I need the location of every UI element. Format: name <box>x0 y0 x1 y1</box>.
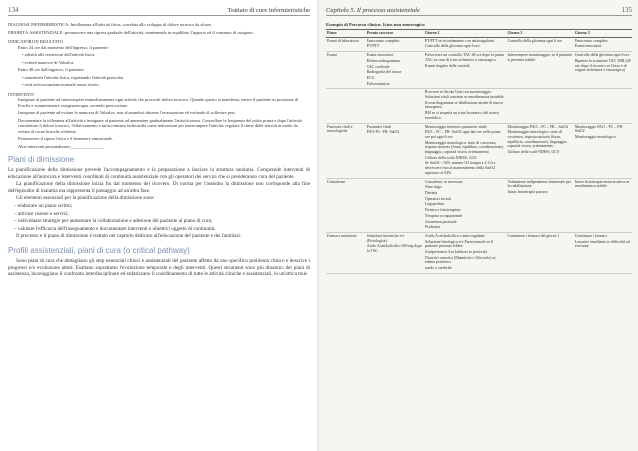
discharge-list-item: – individuare strategie per aumentare la collaborazione e adesione del paziente al piano di cura; <box>14 218 213 225</box>
table-cell: Prescrivere un controllo TAC 48 ore dopo la prima TAC, in caso di ictus ischemico o emorragico Esame doppler delle carotidi <box>424 52 507 89</box>
discharge-paragraph: La pianificazione della dimissione inizia fin dal momento del ricovero. Di norma per l'assistito la dimissione non corrisponde alla fine dell'episodio di malattia ma rappresenta il passaggio ad un'altra fase. <box>8 181 310 194</box>
table-cell: Controllo della glicemia ogni 6 ore <box>507 37 574 51</box>
table-row <box>326 178 632 232</box>
table-cell: Valutazione indipendenza funzionale per la riabilitazione Inizio fisioterapia passiva <box>507 178 574 232</box>
table-cell <box>574 89 632 123</box>
table-header-cell: Giorno 1 <box>424 30 507 38</box>
section-title-discharge: Piani di dimissione <box>8 155 75 164</box>
interventions-title: INTERVENTI <box>8 91 34 97</box>
discharge-list-item: – attivare risorse e servizi; <box>14 210 69 217</box>
discharge-closing: Il processo e il piano di dimissione è trattato nel capitolo dedicato all'educazione del paziente e dei familiari. <box>16 233 242 240</box>
indicator-item: • aderirà alle restrizioni dell'attività fisica <box>22 52 95 57</box>
discharge-list-item: – valutare l'efficacia dell'insegnamento e documentare interventi e obiettivi oggetto di continuità. <box>14 225 216 232</box>
intervention-item: Documentare la tolleranza all'attività e insegnare al paziente ad aumentare gradualmente l'attività stessa. Controllare la frequenza del polso prima e dopo l'attività; considerare il dolore toracico, l'affaticamento o un'accentuata tachicardia come indicazioni per interrompere l'attività; regolare il ritmo delle attività in modo da evitare al cuore brusche richieste. <box>18 117 303 134</box>
right-page <box>320 0 638 451</box>
table-cell: Controllo della glicemia ogni 6 ore Ripetere la scansione TAC /MR (48 ore dopo il ricovero se l'ictus è di origine ischemica o emorragica) <box>574 52 632 89</box>
intervention-item: Promuovere il riposo fisico e il benessere emozionale. <box>18 136 114 141</box>
indicators-b-intro: Entro 48 ore dall'ingresso, il paziente: <box>18 67 85 72</box>
indicator-item: • avrà un'evacuazione normale senza sforzo. <box>22 82 100 87</box>
table-cell: Funzioni vitali e neurologiche <box>326 123 366 178</box>
discharge-list-item: – elaborare un piano scritto; <box>14 202 73 209</box>
table-row <box>326 232 632 273</box>
right-running-title: Capitolo 5. Il processo assistenziale <box>326 7 420 14</box>
table-cell: Monitoraggio intensivo parametri vitali: PAO – FC – FR- SatO2 ogni due ore nelle prime ore poi ogni 6 ore Monitoraggio neurologico: stato di coscienza, risposta motoria (forza, equilibrio, coordinazione), linguaggio, capacità visiva, orientamento Utilizzo della scala NIHSS, GCS Se SatO2 < 92% iniziare O2 terapia a 2-4 lt e decrescere fino al mantenimento della SatO2 superiore al 94% <box>424 123 507 178</box>
table-cell: Consulenze <box>326 178 366 232</box>
indicator-item: • aumenterà l'attività fisica, rispettando l'attività prescritta <box>22 74 124 80</box>
table-cell: Acido Acetilsalicilico o anticoagulanti Soluzione fisiologica e/v Paracetamolo se il paziente presenta febbre Antipertensivi Ace Inibitori se prescritti Diuretici osmotici (Mannitolo o Glicerolo) se edema periferico sonde o cerebrale <box>424 232 507 273</box>
table-body <box>326 37 632 273</box>
table-row <box>326 37 632 51</box>
table-cell: Parametri vitali PAO-FC- FR- SatO2 <box>366 123 424 178</box>
table-cell: PT/PTT se in trattamento con anticoagulanti Controllo della glicemia ogni 6 ore <box>424 37 507 51</box>
table-cell: Ricovero in Stroke Unit con monitoraggio. Soluzioni vitali continue se emodinamica instabile Ecocardiogramma se fibrillazione atriale di nuova insorgenza RM se si sospetta un ictus lacunare o del tronco encefalico <box>424 89 507 123</box>
nursing-diagnosis: DIAGNOSI INFERMIERISTICA: Intolleranza all'attività fisica, correlata allo sviluppo di dolore toracico da sforzo <box>8 22 212 27</box>
care-priority: PRIORITÀ ASSISTENZIALE: promuovere una ripresa graduale dell'attività, mantenendo in equilibrio l'apporto ed il consumo di ossigeno. <box>8 29 254 35</box>
intervention-item: Altri interventi personalizzati:_______________ <box>18 143 104 149</box>
indicators-a-intro: Entro 24 ore dal momento dell'ingresso, il paziente: <box>18 44 109 50</box>
table-cell: Esami di laboratorio <box>326 37 366 51</box>
table-row <box>326 52 632 89</box>
table-cell: Esami emostatici Elettrocardiogramma TAC cerebrale Radiografia del torace ECG Pulsossimetria <box>366 52 424 89</box>
table-cell <box>507 89 574 123</box>
intervention-item: Insegnare al paziente ad evitare la manovra di Valsalva, non sforzandosi durante l'evacuazione ed evitando di sollevare pesi. <box>18 110 236 115</box>
discharge-paragraph: La pianificazione della dimissione prevede l'accompagnamento e la preparazione a lasciare la struttura sanitaria. Comprende interventi di educazione all'autocura e interventi coordinati di continuità assistenziale con gli operatori dei servizi che si prenderanno cura del paziente. <box>8 167 310 180</box>
left-page-number: 134 <box>8 6 19 14</box>
table-header-cell: Giorno 3 <box>574 30 632 38</box>
table-cell <box>366 89 424 123</box>
table-row <box>326 89 632 123</box>
table-cell: Inizio fisioterapia motoria attiva se emodinamica stabile <box>574 178 632 232</box>
left-page-header <box>8 6 310 16</box>
table-header-cell: Piano <box>326 30 366 38</box>
intervention-item: Insegnare al paziente ad interrompere immediatamente ogni attività che provochi dolore toracico. Quando questo si manifesta, tenere il paziente in posizione di Fowler e somministrare ossigenoterapia, secondo prescrizione. <box>18 97 299 108</box>
table-cell: Soluzioni isotoniche e/v (Fisiologica) Acido Acetilsalicilico 300 mg dopo la TAC <box>366 232 424 273</box>
table-cell: Monitoraggio PAO – FC – FR – SatO2 Monitoraggio neurologico: stato di coscienza, risposta motoria (forza, equilibrio, coordinazione), linguaggio, capacità visiva, orientamento. Utilizzo delle scale NIHSS, GCS <box>507 123 574 178</box>
left-page <box>0 0 318 451</box>
table-cell: Continuare i farmaci del giorno 1 <box>507 232 574 273</box>
table-cell: Consulenti, se necessari: Neurologo Dietista Operatori sociali Logopedista Fisiatra e fisioterapista Terapista occupazionale Assistenza pastorale Psichiatra <box>424 178 507 232</box>
right-page-header <box>326 6 632 16</box>
table-cell <box>326 89 366 123</box>
right-page-number: 135 <box>621 6 632 14</box>
pathways-paragraph: Sono piani di cura che dettagliano gli step essenziali clinici e assistenziali del paziente affetto da uno specifico problema clinico e descrive i progressi e/o evoluzione attesi. Esaltano soprattutto l'evoluzione temporale e degli interventi. Questi strumenti sono più dinamici dei piani di assistenza, incoraggiano il confronto interdisciplinare ed enfatizzano il coordinamento di tutte le attività cliniche e assistenziali, in un'ottica mul- <box>8 257 310 278</box>
table-header-cell: Giorno 2 <box>507 30 574 38</box>
table-header-row <box>326 30 632 38</box>
indicators-title: INDICATORI DI RISULTATO <box>8 39 63 44</box>
table-cell: Emocromo completo Esami emostatici <box>574 37 632 51</box>
table-cell: Farmaci nutrizione <box>326 232 366 273</box>
left-running-title: Trattato di cure infermieristiche <box>227 7 310 14</box>
clinical-pathway-table <box>326 29 632 274</box>
table-cell: Emocromo completo PT/PTT <box>366 37 424 51</box>
table-cell: Continuare i farmaci Lassativi emollienti se difficoltà ad evacuare <box>574 232 632 273</box>
table-header-cell: Pronto soccorso <box>366 30 424 38</box>
table-cell: Esami <box>326 52 366 89</box>
table-cell: Monitoraggio PAO – FC – FR- SatO2 Monitoraggio neurologico <box>574 123 632 178</box>
section-title-pathways: Profili assistenziali, piani di cura (o critical pathway) <box>8 245 190 255</box>
table-row <box>326 123 632 178</box>
indicator-item: • eviterà manovre di Valsalva <box>22 59 74 65</box>
table-cell <box>366 178 424 232</box>
table-caption: Esempio di Percorso clinico: Ictus non emorragico <box>326 22 425 27</box>
table-cell: Interrompere monitoraggio, se il paziente si presenta stabile <box>507 52 574 89</box>
discharge-paragraph: Gli elementi essenziali per la pianificazione della dimissione sono: <box>16 195 155 202</box>
